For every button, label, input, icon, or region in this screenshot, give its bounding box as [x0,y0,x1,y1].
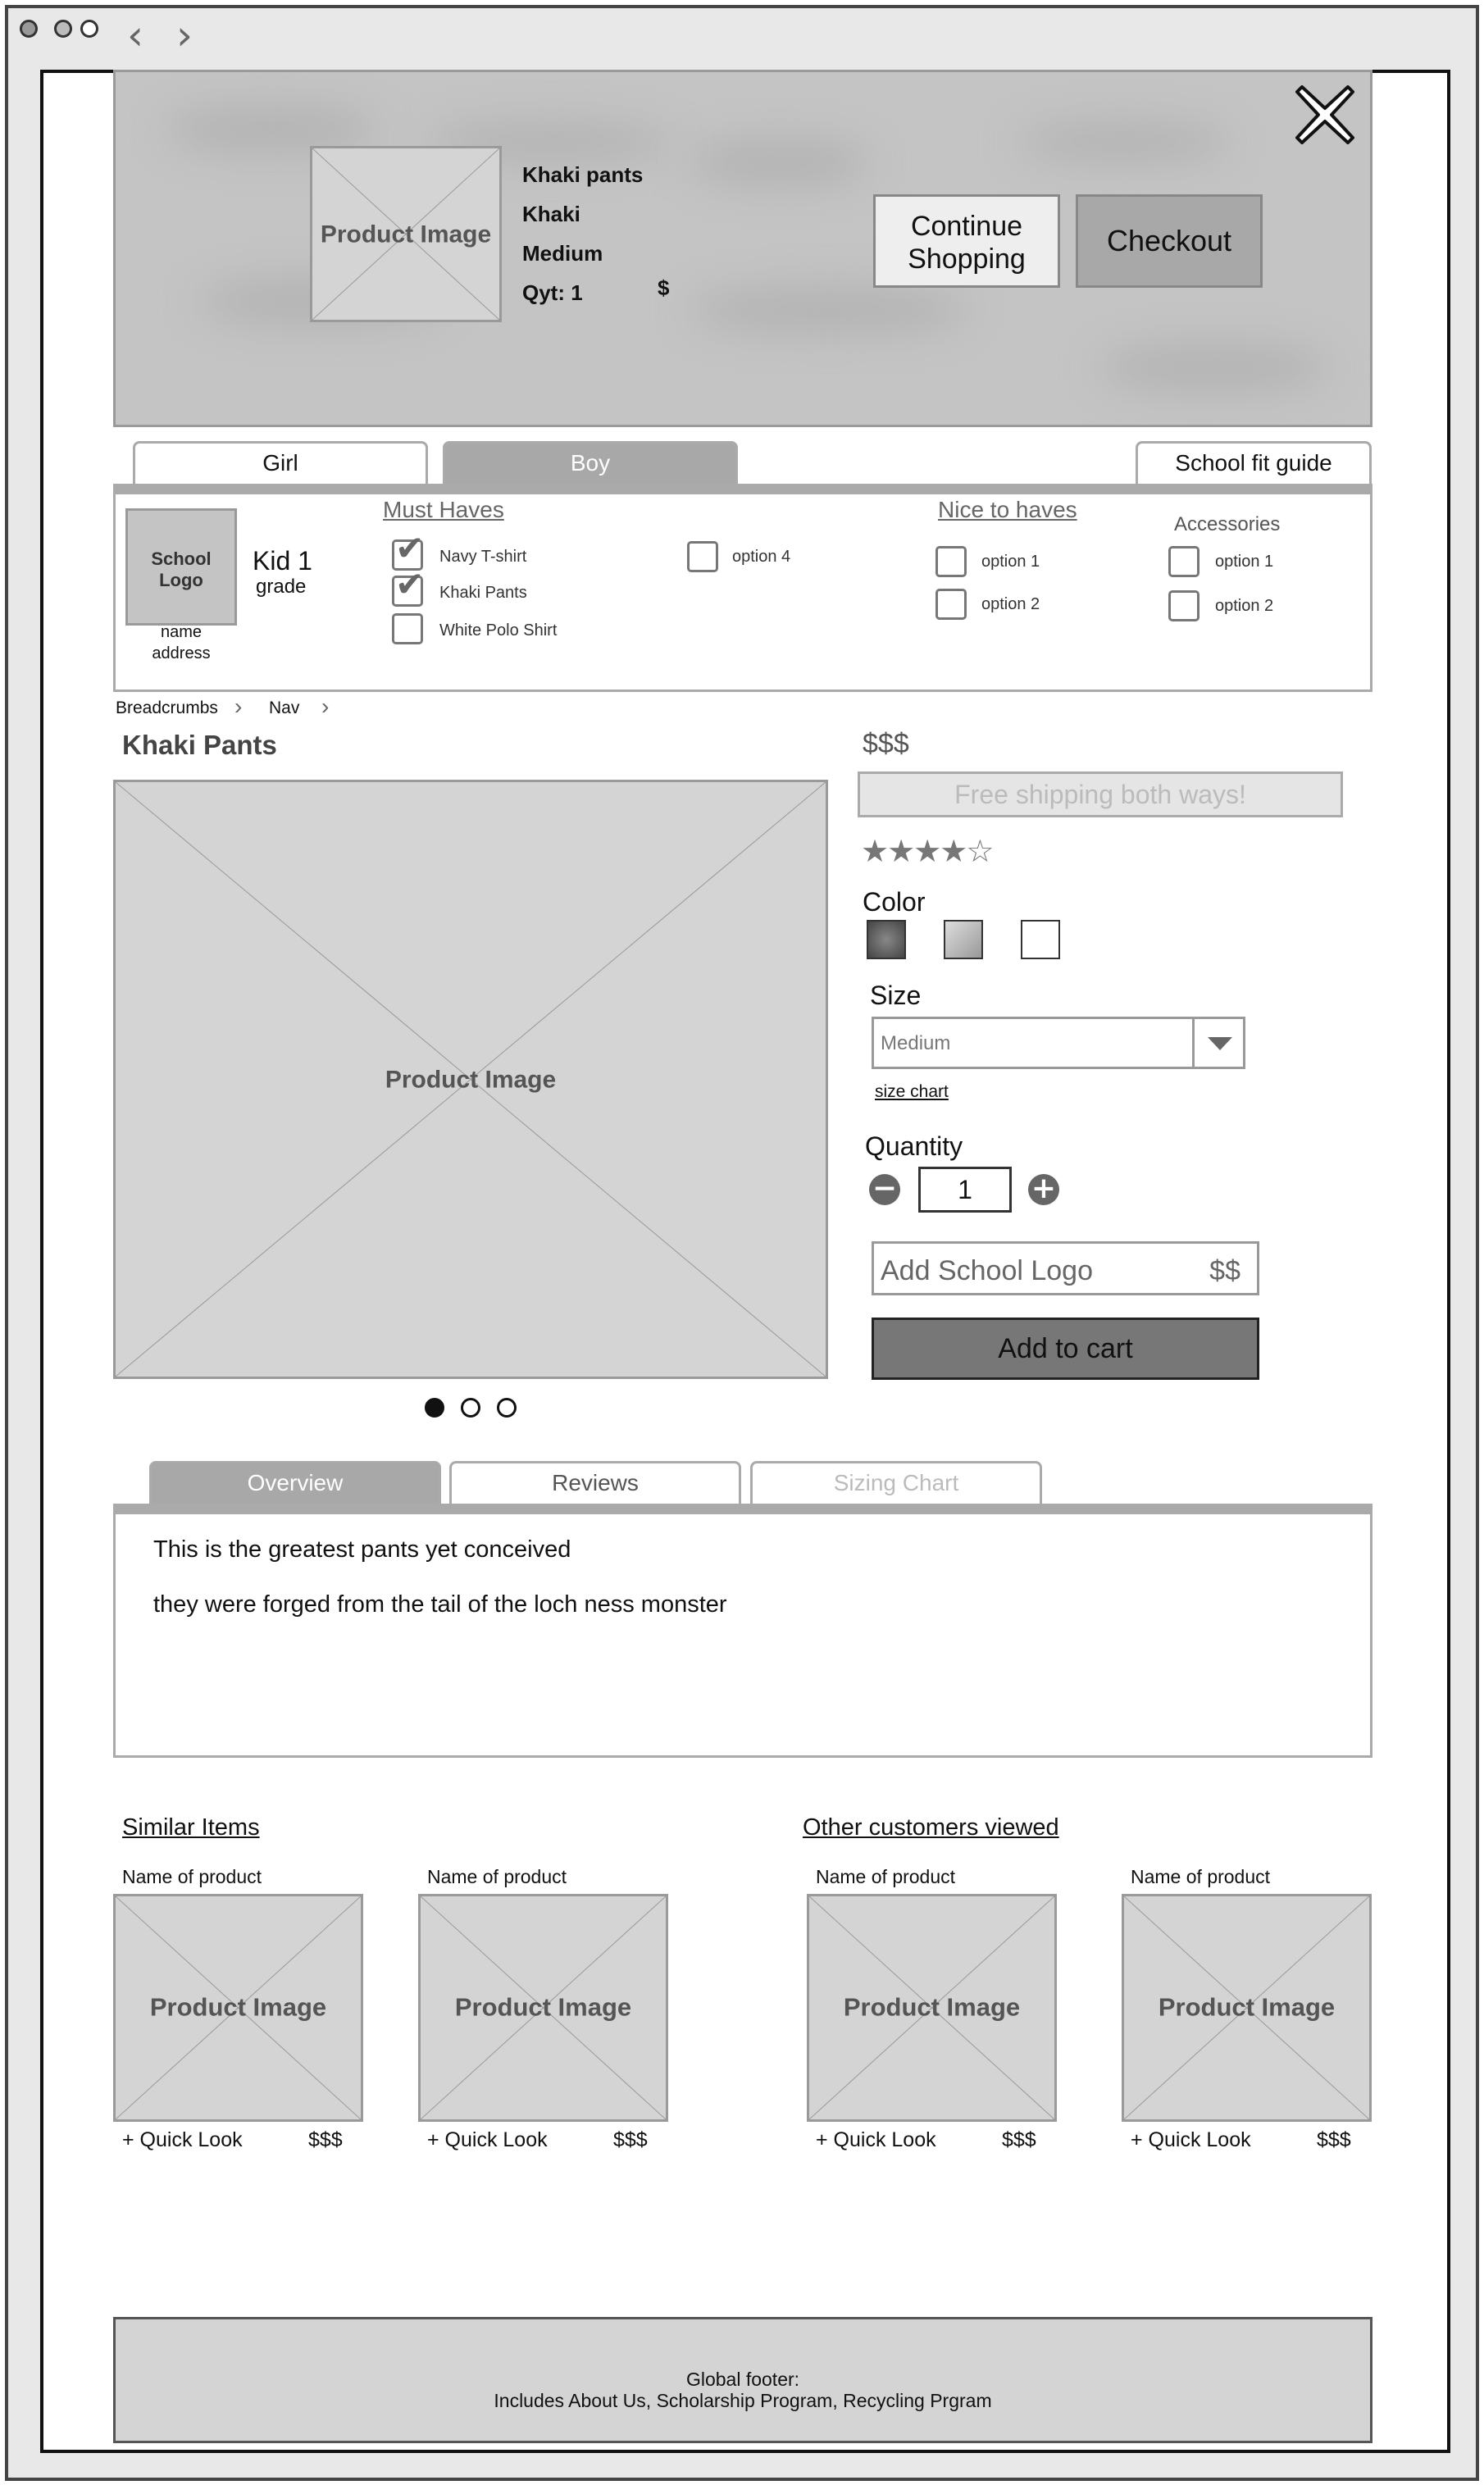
color-swatches [867,920,1060,959]
modal-product-image [310,146,502,322]
product-card-name[interactable]: Name of product [122,1866,262,1887]
window-maximize-dot[interactable] [80,20,98,38]
continue-shopping-button[interactable]: Continue Shopping [873,194,1060,288]
star-filled-icon: ★ [861,833,888,869]
product-card-price: $$$ [613,2128,648,2151]
school-fit-guide-tab[interactable]: School fit guide [1136,441,1372,484]
kid-caption-address: address [152,644,211,662]
must-have-label-4: option 4 [732,548,791,566]
window-close-dot[interactable] [20,20,38,38]
rating-stars [861,833,992,869]
product-card-image[interactable] [807,1894,1057,2122]
product-card-price: $$$ [1317,2128,1351,2151]
breadcrumb-item-1[interactable]: Breadcrumbs [116,699,218,717]
main-product-image-label: Product Image [385,1065,557,1093]
tab-girl[interactable]: Girl [133,441,428,484]
school-logo [125,508,237,626]
tab-overview[interactable]: Overview [149,1461,441,1504]
modal-product-size: Medium [522,241,603,266]
minus-icon[interactable]: − [869,1174,900,1205]
quantity-label: Quantity [865,1131,963,1161]
main-product-image [113,780,828,1379]
overview-line-1: This is the greatest pants yet conceived [153,1536,571,1563]
checkbox-accessory-option-2[interactable] [1168,590,1199,621]
kid-grade: grade [256,576,307,598]
free-shipping-banner: Free shipping both ways! [858,771,1343,817]
school-logo-text: School Logo [151,548,212,590]
similar-items-heading[interactable]: Similar Items [122,1814,260,1841]
forward-arrow-icon[interactable]: › [176,11,193,59]
tab-sizing-chart[interactable]: Sizing Chart [750,1461,1042,1504]
quick-look-link[interactable]: + Quick Look [816,2128,936,2151]
product-card-price: $$$ [308,2128,343,2151]
back-arrow-icon[interactable]: ‹ [127,11,143,59]
tab-reviews[interactable]: Reviews [449,1461,741,1504]
accessories-heading: Accessories [1174,513,1281,535]
star-filled-icon: ★ [940,833,967,869]
product-price: $$$ [863,728,909,759]
color-label: Color [863,887,926,917]
product-card-image-label: Product Image [454,1992,632,2022]
must-have-label-3: White Polo Shirt [439,621,558,639]
modal-product-image-label: Product Image [320,220,492,248]
checkmark-icon: ✔ [395,564,425,604]
modal-product-color: Khaki [522,202,580,226]
star-filled-icon: ★ [887,833,914,869]
tab-boy[interactable]: Boy [443,441,738,484]
modal-product-qty: Qyt: 1 [522,280,583,305]
must-have-label-2: Khaki Pants [439,584,527,602]
kid-name: Kid 1 [253,546,312,576]
color-swatch[interactable] [1021,920,1060,959]
color-swatch[interactable] [944,920,983,959]
plus-icon[interactable]: + [1028,1174,1059,1205]
product-card-name[interactable]: Name of product [427,1866,567,1887]
product-card-name[interactable]: Name of product [816,1866,956,1887]
carousel-dot[interactable] [425,1398,444,1418]
checkbox-option-4[interactable] [687,541,718,572]
size-select-value: Medium [881,1032,951,1054]
carousel-dots [425,1398,517,1418]
modal-product-price: $ [658,275,670,300]
close-icon[interactable] [1294,84,1356,146]
checkbox-nice-option-2[interactable] [935,589,967,620]
carousel-dot[interactable] [497,1398,517,1418]
breadcrumb-item-2[interactable]: Nav [269,699,300,717]
quick-look-link[interactable]: + Quick Look [122,2128,243,2151]
product-card-image-label: Product Image [149,1992,327,2022]
kid-caption-name: name [160,623,203,641]
product-card-price: $$$ [1002,2128,1036,2151]
chevron-right-icon: › [234,694,243,719]
add-school-logo-price: $$ [1209,1255,1240,1286]
footer-line-2: Includes About Us, Scholarship Program, Recycling Prgram [494,2390,992,2411]
quick-look-link[interactable]: + Quick Look [1131,2128,1251,2151]
must-haves-heading[interactable]: Must Haves [383,497,504,522]
size-chart-link[interactable]: size chart [875,1082,949,1101]
size-label: Size [870,981,922,1010]
accessory-option-2-label: option 2 [1215,597,1274,615]
product-card-image-label: Product Image [843,1992,1021,2022]
color-swatch[interactable] [867,920,906,959]
checkbox-nice-option-1[interactable] [935,546,967,577]
product-card-image[interactable] [1122,1894,1372,2122]
quick-look-link[interactable]: + Quick Look [427,2128,548,2151]
add-school-logo-label: Add School Logo [881,1255,1093,1286]
quantity-input[interactable]: 1 [918,1167,1012,1213]
nice-to-haves-heading[interactable]: Nice to haves [938,497,1077,522]
global-footer [113,2317,1372,2443]
size-select[interactable] [872,1017,1245,1069]
carousel-dot[interactable] [461,1398,480,1418]
footer-line-1: Global footer: [685,2369,800,2390]
must-have-label-1: Navy T-shirt [439,548,527,566]
overview-line-2: they were forged from the tail of the loch ness monster [153,1591,727,1618]
product-card-image-label: Product Image [1158,1992,1336,2022]
window-minimize-dot[interactable] [54,20,72,38]
chevron-down-icon [1195,1019,1245,1067]
nice-option-2-label: option 2 [981,595,1040,613]
checkbox-white-polo[interactable] [392,613,423,644]
star-empty-icon: ☆ [966,833,993,869]
add-to-cart-button[interactable]: Add to cart [872,1318,1259,1380]
chevron-right-icon: › [321,694,330,719]
checkout-button[interactable]: Checkout [1076,194,1263,288]
dropdown-button[interactable] [1192,1019,1243,1067]
other-customers-heading[interactable]: Other customers viewed [803,1814,1059,1841]
modal-product-name: Khaki pants [522,162,644,187]
product-card-name[interactable]: Name of product [1131,1866,1271,1887]
product-card-image[interactable] [113,1894,363,2122]
checkbox-accessory-option-1[interactable] [1168,546,1199,577]
add-school-logo-field[interactable] [872,1241,1259,1295]
product-card-image[interactable] [418,1894,668,2122]
star-filled-icon: ★ [913,833,940,869]
page-title: Khaki Pants [122,730,277,760]
checkmark-icon: ✔ [395,528,425,568]
accessory-option-1-label: option 1 [1215,553,1274,571]
nice-option-1-label: option 1 [981,553,1040,571]
